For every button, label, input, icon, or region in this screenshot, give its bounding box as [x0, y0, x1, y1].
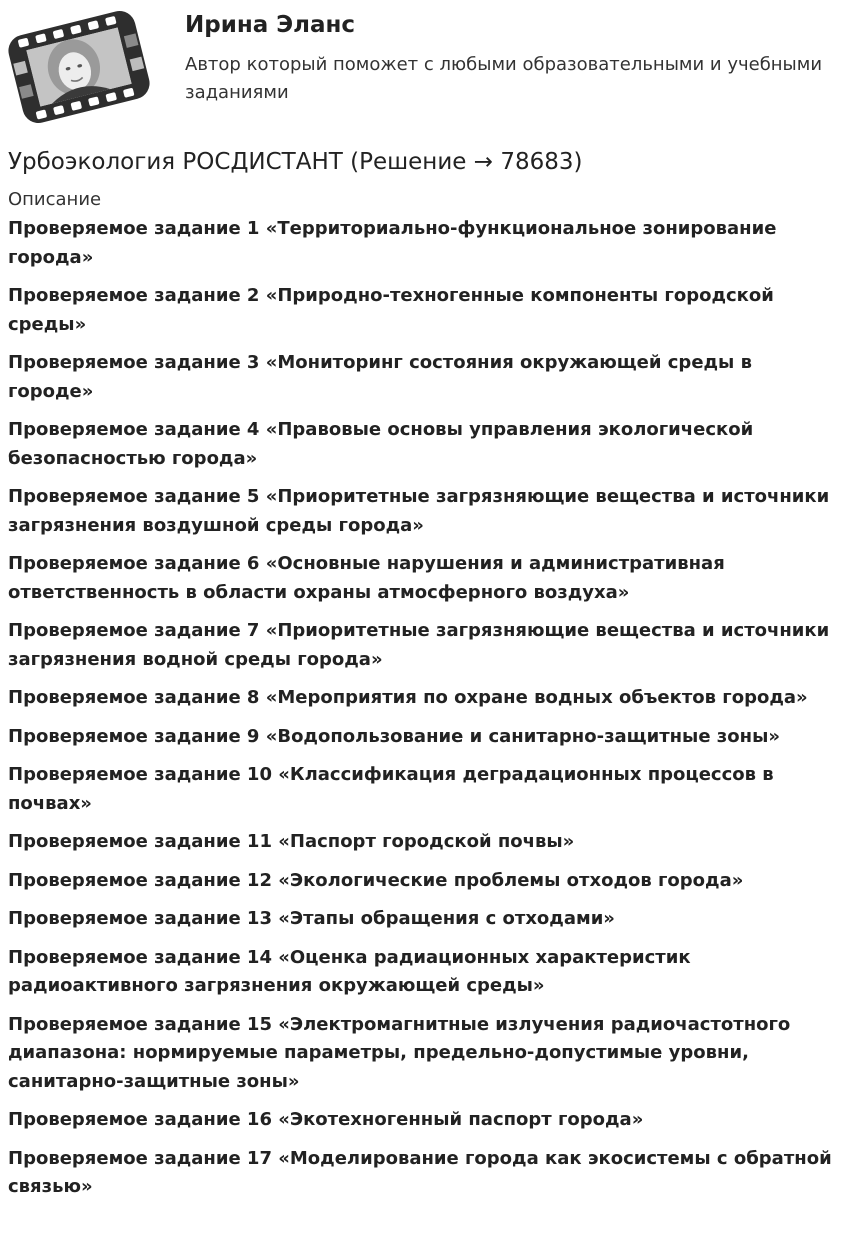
task-item: Проверяемое задание 13 «Этапы обращения с отходами»: [8, 908, 615, 929]
task-item: Проверяемое задание 14 «Оценка радиационных характеристик радиоактивного загрязнения окружающей среды»: [8, 946, 691, 996]
task-item: Проверяемое задание 17 «Моделирование города как экосистемы с обратной связью»: [8, 1147, 832, 1197]
task-item: Проверяемое задание 8 «Мероприятия по охране водных объектов города»: [8, 687, 808, 708]
avatar-film-frame-icon: [8, 8, 150, 126]
task-item: Проверяемое задание 11 «Паспорт городской почвы»: [8, 831, 575, 852]
task-item: Проверяемое задание 4 «Правовые основы управления экологической безопасностью города»: [8, 419, 754, 469]
section-label-description: Описание: [8, 189, 102, 210]
task-item: Проверяемое задание 2 «Природно-техногенные компоненты городской среды»: [8, 285, 774, 335]
task-item: Проверяемое задание 15 «Электромагнитные излучения радиочастотного диапазона: нормируемые параметры, предельно-допустимые уровни, санитарно-защитные зоны»: [8, 1013, 791, 1092]
task-item: Проверяемое задание 5 «Приоритетные загрязняющие вещества и источники загрязнения воздушной среды города»: [8, 486, 830, 536]
task-item: Проверяемое задание 3 «Мониторинг состояния окружающей среды в городе»: [8, 352, 752, 402]
author-name[interactable]: Ирина Эланс: [185, 12, 356, 38]
author-card: [8, 8, 838, 128]
task-item: Проверяемое задание 1 «Территориально-функциональное зонирование города»: [8, 218, 777, 268]
task-item: Проверяемое задание 7 «Приоритетные загрязняющие вещества и источники загрязнения водной среды города»: [8, 620, 830, 670]
task-item: Проверяемое задание 12 «Экологические проблемы отходов города»: [8, 869, 744, 891]
author-description: Автор который поможет с любыми образовательными и учебными заданиями: [185, 54, 823, 103]
task-item: Проверяемое задание 16 «Экотехногенный паспорт города»: [8, 1109, 644, 1130]
avatar[interactable]: [8, 8, 150, 126]
task-item: Проверяемое задание 10 «Классификация деградационных процессов в почвах»: [8, 764, 774, 814]
task-item: Проверяемое задание 9 «Водопользование и санитарно-защитные зоны»: [8, 725, 780, 747]
task-item: Проверяемое задание 6 «Основные нарушения и административная ответственность в области охраны атмосферного воздуха»: [8, 553, 725, 603]
task-list: [8, 215, 840, 1212]
page-title: Урбоэкология РОСДИСТАНТ (Решение → 78683): [8, 149, 583, 175]
